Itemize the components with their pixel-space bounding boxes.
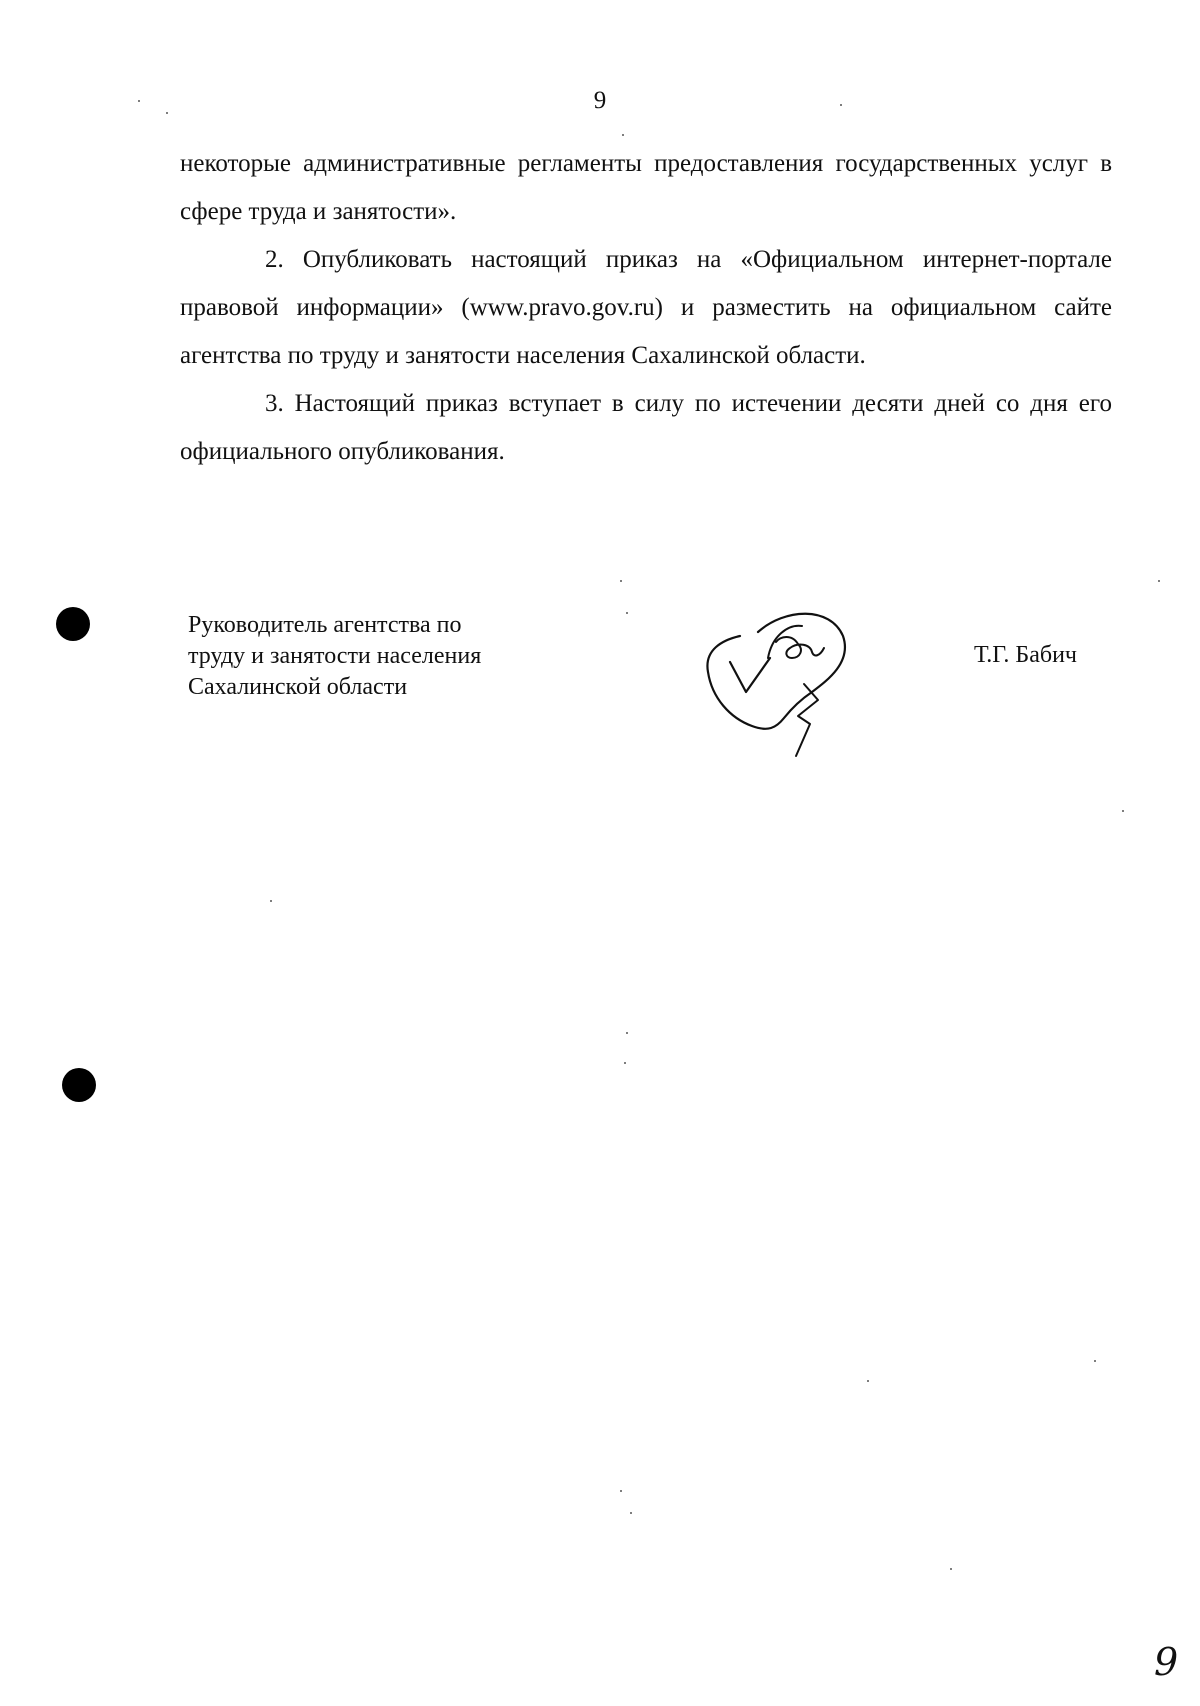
scan-speck [867,1380,869,1382]
paragraph-item-2: 2. Опубликовать настоящий приказ на «Официальном интернет-портале правовой информации» (www.pravo.gov.ru) и разместить на официальном сайте агентства по труду и занятости населения Сахалинской области. [180,246,1112,369]
paragraph-item-3: 3. Настоящий приказ вступает в силу по истечении десяти дней со дня его официального опубликования. [180,390,1112,465]
scan-speck [840,104,842,106]
scan-speck [624,1062,626,1064]
scan-speck [138,100,140,102]
scan-speck [1158,580,1160,582]
scan-speck [626,612,628,614]
scan-speck [620,1490,622,1492]
page-number: 9 [593,87,607,114]
scan-speck [950,1568,952,1570]
scan-speck [622,134,624,136]
body-text [180,140,1112,476]
punch-hole [62,1068,96,1102]
signatory-name: Т.Г. Бабич [974,642,1077,668]
paragraph-continuation: некоторые административные регламенты предоставления государственных услуг в сфере труда и занятости». [180,150,1112,225]
scan-speck [630,1512,632,1514]
handwritten-signature [700,600,850,760]
signatory-title-line: Руководитель агентства по [188,612,462,638]
scan-speck [166,112,168,114]
scan-speck [1122,810,1124,812]
scan-speck [620,580,622,582]
signatory-title-line: труду и занятости населения [188,643,482,669]
scan-speck [626,1032,628,1034]
scan-speck [1094,1360,1096,1362]
handwritten-page-number: 9 [1154,1640,1179,1684]
signatory-title [188,610,608,703]
signatory-title-line: Сахалинской области [188,674,408,700]
punch-hole [56,607,90,641]
scan-speck [270,900,272,902]
